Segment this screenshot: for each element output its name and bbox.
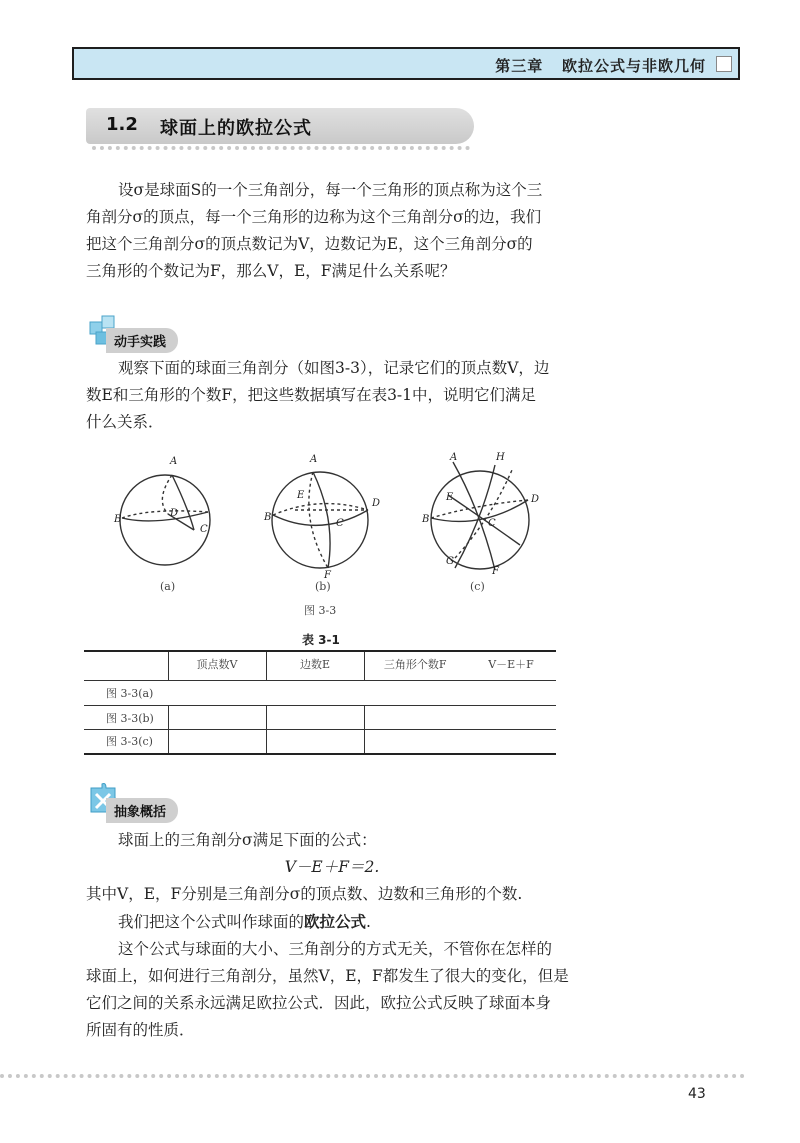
summary-text: . — [366, 913, 371, 931]
table-column-header — [84, 651, 168, 681]
point-label: E — [297, 490, 305, 501]
table-cell — [466, 730, 556, 754]
point-label: D — [531, 494, 540, 505]
section-dotted-rule — [92, 146, 470, 150]
point-label: C — [200, 524, 208, 535]
table-row-label: 图 3-3(c) — [84, 730, 168, 754]
intro-line: 三角形的个数记为F，那么V，E，F满足什么关系呢？ — [86, 262, 456, 280]
subfigure-tag: (a) — [160, 580, 176, 593]
subfigure-tag: (b) — [315, 580, 331, 593]
table-row — [84, 681, 556, 706]
closing-line: 所固有的性质． — [86, 1021, 195, 1039]
table-column-header: 三角形个数F — [364, 651, 466, 681]
activity-line: 什么关系． — [86, 413, 164, 431]
point-label: C — [336, 518, 344, 529]
point-label: C — [488, 518, 496, 529]
point-label: A — [170, 456, 178, 467]
table-cell — [168, 730, 266, 754]
summary-line: 球面上的三角剖分σ满足下面的公式： — [118, 831, 377, 849]
summary-text: 我们把这个公式叫作球面的 — [118, 913, 305, 931]
page-number: 43 — [688, 1086, 706, 1102]
section-banner — [86, 108, 474, 144]
euler-formula: V－E＋F＝2. — [284, 858, 380, 876]
section-title: 球面上的欧拉公式 — [160, 118, 312, 139]
intro-line: 设σ是球面S的一个三角剖分，每一个三角形的顶点称为这个三 — [118, 181, 543, 199]
figure-3-3 — [110, 450, 550, 590]
table-column-header: V－E＋F — [466, 651, 556, 681]
point-label: H — [496, 452, 505, 463]
table-row-label: 图 3-3(a) — [84, 681, 168, 706]
activity-label-text: 动手实践 — [106, 328, 178, 353]
running-header-text — [495, 55, 706, 76]
point-label: B — [114, 514, 122, 525]
data-table — [84, 650, 556, 755]
intro-paragraph — [86, 177, 572, 285]
chapter-number: 第三章 — [495, 57, 544, 75]
point-label: D — [372, 498, 381, 509]
point-label: F — [324, 570, 331, 581]
activity-line: 观察下面的球面三角剖分（如图3-3），记录它们的顶点数V，边 — [118, 359, 550, 377]
table-cell — [364, 706, 466, 730]
intro-line: 把这个三角剖分σ的顶点数记为V，边数记为E，这个三角剖分σ的 — [86, 235, 533, 253]
sphere-c — [431, 462, 529, 570]
summary-label-text: 抽象概括 — [106, 798, 178, 823]
table-cell — [168, 706, 266, 730]
header-square-icon — [716, 56, 732, 72]
sphere-b — [272, 472, 368, 568]
section-number: 1.2 — [106, 114, 138, 135]
footer-dotted-rule — [0, 1074, 745, 1078]
chapter-title: 欧拉公式与非欧几何 — [561, 57, 706, 75]
table-row — [84, 706, 556, 730]
activity-line: 数E和三角形的个数F，把这些数据填写在表3-1中，说明它们满足 — [86, 386, 537, 404]
sphere-a — [120, 475, 210, 565]
closing-line: 它们之间的关系永远满足欧拉公式．因此，欧拉公式反映了球面本身 — [86, 994, 552, 1012]
activity-label — [88, 312, 248, 354]
subfigure-tag: (c) — [470, 580, 485, 593]
summary-paragraph — [86, 827, 572, 1044]
table-cell — [266, 706, 364, 730]
table-header-row — [84, 651, 556, 681]
table-cell — [266, 730, 364, 754]
point-label: B — [264, 512, 272, 523]
table-title: 表 3-1 — [302, 633, 340, 647]
closing-line: 这个公式与球面的大小、三角剖分的方式无关，不管你在怎样的 — [118, 940, 553, 958]
point-label: B — [422, 514, 430, 525]
intro-line: 角剖分σ的顶点，每一个三角形的边称为这个三角剖分σ的边，我们 — [86, 208, 542, 226]
table-cell — [466, 706, 556, 730]
closing-line: 球面上，如何进行三角剖分，虽然V，E，F都发生了很大的变化，但是 — [86, 967, 569, 985]
activity-paragraph — [86, 355, 572, 436]
table-cell — [364, 730, 466, 754]
point-label: A — [450, 452, 458, 463]
table-row — [84, 730, 556, 754]
figure-caption: 图 3-3 — [304, 604, 337, 617]
euler-formula-term: 欧拉公式 — [304, 912, 367, 931]
point-label: A — [310, 454, 318, 465]
table-column-header: 边数E — [266, 651, 364, 681]
point-label: D — [170, 508, 179, 519]
table-row-label: 图 3-3(b) — [84, 706, 168, 730]
summary-line — [86, 908, 572, 936]
table-column-header: 顶点数V — [168, 651, 266, 681]
point-label: E — [446, 492, 454, 503]
summary-label — [88, 782, 248, 824]
point-label: G — [446, 556, 454, 567]
summary-line: 其中V，E，F分别是三角剖分σ的顶点数、边数和三角形的个数. — [86, 885, 523, 903]
running-header — [72, 47, 740, 80]
point-label: F — [492, 566, 499, 577]
